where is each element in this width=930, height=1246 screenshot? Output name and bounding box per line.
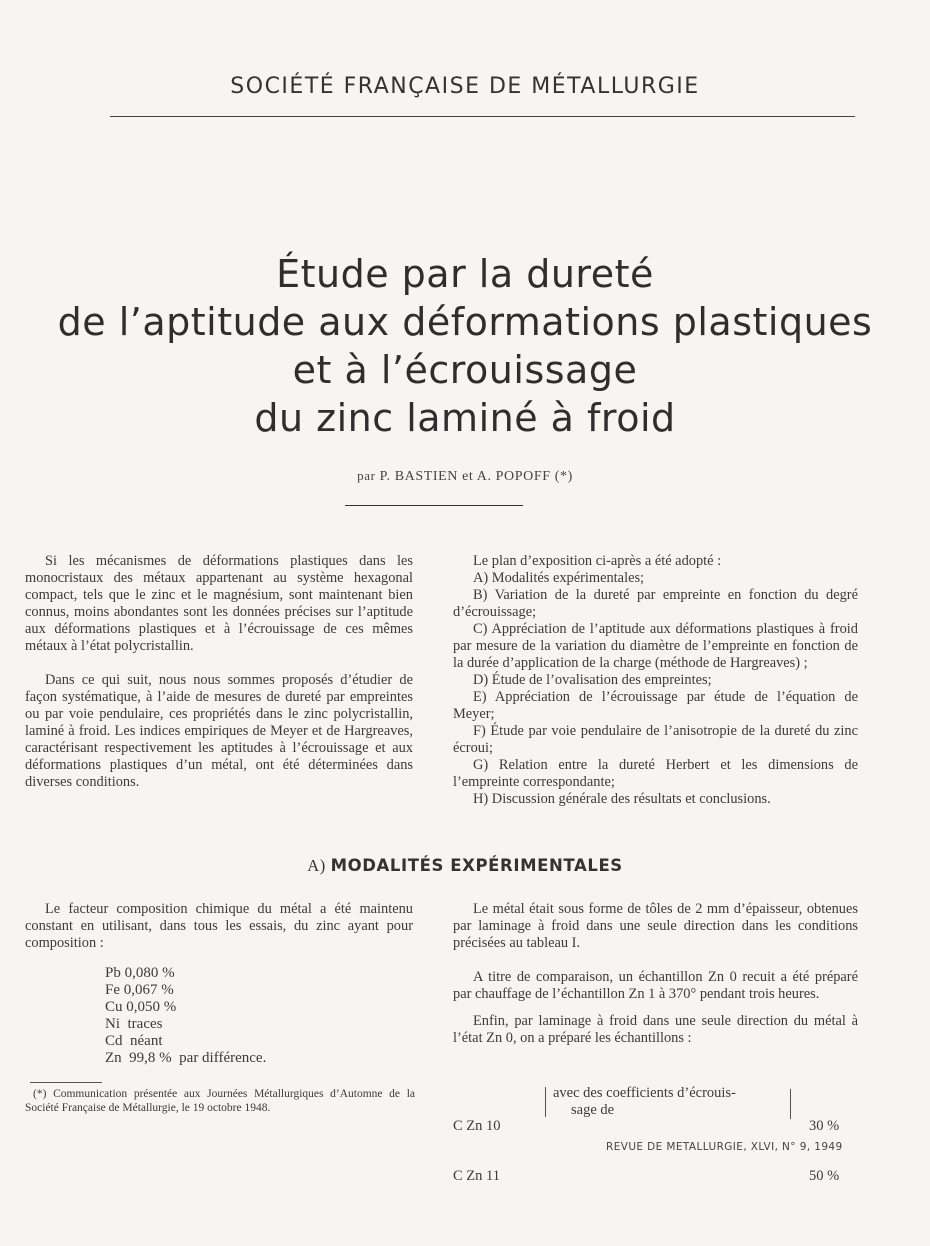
title-line-3: et à l’écrouissage (292, 348, 638, 392)
footnote (25, 1088, 415, 1115)
composition-item: Ni traces (105, 1016, 163, 1032)
article-title (0, 250, 930, 442)
composition-item: Fe 0,067 % (105, 982, 174, 998)
plan-item-f (453, 723, 858, 757)
sample-description-line: avec des coefficients d’écrouis- (553, 1085, 736, 1101)
sample-name: C Zn 10 (453, 1118, 501, 1134)
plan-label: C) (473, 621, 488, 637)
samples-paragraph: Enfin, par laminage à froid dans une seule direction du métal à l’état Zn 0, on a préparé les échantillons : (453, 1013, 858, 1046)
composition-item: Pb 0,080 % (105, 965, 175, 981)
section-right-column (453, 901, 858, 1047)
plan-text: Relation entre la dureté Herbert et les dimensions de l’empreinte correspondante; (453, 757, 858, 790)
composition-intro: Le facteur composition chimique du métal a été maintenu constant en utilisant, dans tous les essais, du zinc ayant pour composition : (25, 901, 413, 951)
plan-text: Appréciation de l’aptitude aux déformations plastiques à froid par mesure de la variation du diamètre de l’empreinte en fonction de la durée d’application de la charge (méthode de Hargreaves) ; (453, 621, 858, 671)
plan-text: Étude de l’ovalisation des empreintes; (491, 672, 712, 688)
title-line-4: du zinc laminé à froid (254, 396, 676, 440)
plan-item-g (453, 757, 858, 791)
authors: P. BASTIEN et A. POPOFF (*) (379, 469, 573, 484)
byline (0, 468, 930, 485)
title-line-2: de l’aptitude aux déformations plastiques (57, 300, 873, 344)
plan-label: A) (473, 570, 489, 586)
plan-item-e (453, 689, 858, 723)
plan-item-c (453, 621, 858, 672)
sample-bracket-left (545, 1087, 546, 1117)
plan-intro: Le plan d’exposition ci-après a été adopté : (473, 553, 722, 569)
plan-column (453, 553, 858, 808)
plan-text: Appréciation de l’écrouissage par étude de l’équation de Meyer; (453, 689, 858, 722)
journal-reference: REVUE DE METALLURGIE, XLVI, N° 9, 1949 (606, 1141, 843, 1153)
sample-bracket-right (790, 1089, 791, 1119)
composition-item: Zn 99,8 % par différence. (105, 1050, 267, 1066)
footnote-rule (30, 1082, 102, 1083)
plan-text: Modalités expérimentales; (491, 570, 645, 586)
intro-paragraph-2: Dans ce qui suit, nous nous sommes proposés d’étudier de façon systématique, à l’aide de mesures de dureté par empreintes ou par voie pendulaire, ces propriétés dans le zinc polycristallin, laminé à froid. Les indices empiriques de Meyer et de Hargreaves, caractérisant respectivement les aptitudes à l’écrouissage et aux déformations plastiques d’un métal, ont été déterminées dans diverses conditions. (25, 672, 413, 790)
section-title: MODALITÉS EXPÉRIMENTALES (330, 856, 623, 875)
byline-prefix: par (357, 468, 376, 483)
plan-item-d (453, 672, 858, 689)
sample-name: C Zn 11 (453, 1167, 500, 1184)
sample-description (553, 1085, 785, 1118)
plan-text: Discussion générale des résultats et conclusions. (491, 791, 771, 807)
header-rule (110, 116, 855, 117)
section-left-column (25, 901, 413, 952)
sample-names (453, 1085, 501, 1217)
sample-description-line: sage de (571, 1101, 615, 1118)
title-rule (345, 505, 523, 506)
section-heading (0, 856, 930, 876)
title-line-1: Étude par la dureté (276, 252, 654, 296)
footnote-text: (*) Communication présentée aux Journées Métallurgiques d’Automne de la Société Française de Métallurgie, le 19 octobre 1948. (25, 1088, 415, 1114)
sample-percentage: 50 % (809, 1167, 840, 1184)
plan-label: D) (473, 672, 489, 688)
plan-label: E) (473, 689, 487, 705)
plan-label: F) (473, 723, 486, 739)
plan-text: Étude par voie pendulaire de l’anisotropie de la dureté du zinc écroui; (453, 723, 858, 756)
plan-text: Variation de la dureté par empreinte en fonction du degré d’écrouissage; (453, 587, 858, 620)
society-header: SOCIÉTÉ FRANÇAISE DE MÉTALLURGIE (230, 74, 700, 99)
plan-item-a (453, 570, 858, 587)
material-paragraph: Le métal était sous forme de tôles de 2 mm d’épaisseur, obtenues par laminage à froid dans une seule direction dans les conditions précisées au tableau I. (453, 901, 858, 951)
plan-item-b (453, 587, 858, 621)
composition-item: Cd néant (105, 1033, 163, 1049)
plan-label: H) (473, 791, 489, 807)
plan-label: B) (473, 587, 488, 603)
sample-percentage: 30 % (809, 1118, 840, 1134)
composition-item: Cu 0,050 % (105, 999, 177, 1015)
comparison-paragraph: A titre de comparaison, un échantillon Zn 0 recuit a été préparé par chauffage de l’échantillon Zn 1 à 370° pendant trois heures. (453, 969, 858, 1002)
plan-item-h (453, 791, 858, 808)
intro-paragraph-1: Si les mécanismes de déformations plastiques dans les monocristaux des métaux appartenant au système hexagonal compact, tels que le zinc et le magnésium, sont maintenant bien connus, moins abondantes sont les données précises sur l’aptitude aux déformations plastiques et à l’écrouissage de ces mêmes métaux à l’état polycristallin. (25, 553, 413, 654)
intro-column (25, 553, 413, 791)
plan-label: G) (473, 757, 489, 773)
section-label: A) (307, 856, 326, 875)
composition-list (105, 965, 266, 1067)
